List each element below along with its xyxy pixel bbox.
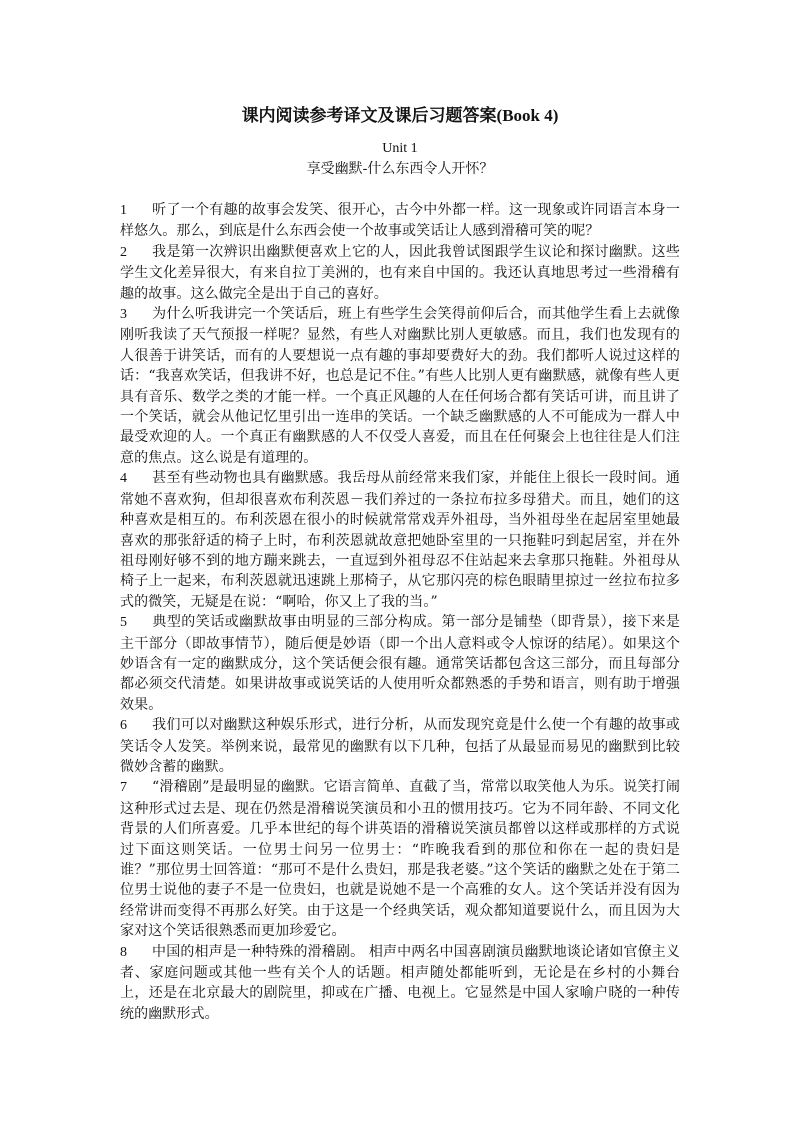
document-title: 课内阅读参考译文及课后习题答案(Book 4) [241,106,559,125]
paragraph-text: 典型的笑话或幽默故事由明显的三部分构成。第一部分是铺垫（即背景），接下来是主干部分（即故事情节），随后便是妙语（即一个出人意料或令人惊讶的结尾）。如果这个妙语含有一定的幽默成分，这个笑话便会很有趣。通常笑话都包含这三部分，而且每部分都必须交代清楚。如果讲故事或说笑话的人使用听众都熟悉的手势和语言，则有助于增强效果。 [120,614,680,713]
paragraph [120,242,680,304]
body-text [120,200,680,1024]
document-page [120,104,680,1024]
unit-label: Unit 1 [382,141,418,156]
paragraph-text: 我们可以对幽默这种娱乐形式，进行分析，从而发现究竟是什么使一个有趣的故事或笑话令人发笑。举例来说，最常见的幽默有以下几种，包括了从最显而易见的幽默到比较微妙含蓄的幽默。 [120,717,680,775]
paragraph [120,200,680,242]
paragraph-number: 3 [120,307,128,323]
paragraph-text: 中国的相声是一种特殊的滑稽剧。 相声中两名中国喜剧演员幽默地谈论诸如官僚主义者、家庭问题或其他一些有关个人的话题。相声随处都能听到，无论是在乡村的小舞台上，还是在北京最大的剧院里，抑或在广播、电视上。它显然是中国人家喻户晓的一种传统的幽默形式。 [120,943,680,1022]
paragraph-number: 7 [120,780,128,796]
paragraph-number: 2 [120,244,128,260]
paragraph-number: 1 [120,203,128,218]
paragraph-number: 8 [120,944,128,960]
paragraph [120,942,680,1025]
chapter-subtitle: 享受幽默-什么东西令人开怀？ [306,161,494,177]
paragraph-number: 4 [120,471,128,487]
paragraph [120,777,680,941]
paragraph-text: 为什么听我讲完一个笑话后，班上有些学生会笑得前仰后合，而其他学生看上去就像刚听我读了天气预报一样呢？显然，有些人对幽默比别人更敏感。而且，我们也发现有的人很善于讲笑话，而有的人要想说一点有趣的事却要费好大的劲。我们都听人说过这样的话：“我喜欢笑话，但我讲不好，也总是记不住。”有些人比别人更有幽默感，就像有些人更具有音乐、数学之类的才能一样。一个真正风趣的人在任何场合都有笑话可讲，而且讲了一个笑话，就会从他记忆里引出一连串的笑话。一个缺乏幽默感的人不可能成为一群人中最受欢迎的人。一个真正有幽默感的人不仅受人喜爱，而且在任何聚会上也往往是人们注意的焦点。这么说是有道理的。 [120,306,680,466]
paragraph [120,715,680,777]
paragraph-number: 5 [120,615,128,631]
paragraph-text: 我是第一次辨识出幽默便喜欢上它的人，因此我曾试图跟学生议论和探讨幽默。这些学生文化差异很大，有来自拉丁美洲的，也有来自中国的。我还认真地思考过一些滑稽有趣的故事。这么做完全是出于自己的喜好。 [120,243,680,302]
paragraph [120,612,680,715]
paragraph [120,304,680,468]
paragraph-number: 6 [120,718,128,734]
paragraph-text: 听了一个有趣的故事会发笑、很开心，古今中外都一样。这一现象或许同语言本身一样悠久。那么，到底是什么东西会使一个故事或笑话让人感到滑稽可笑的呢？ [120,202,680,240]
paragraph-text: “滑稽剧”是最明显的幽默。它语言简单、直截了当，常常以取笑他人为乐。说笑打闹这种形式过去是、现在仍然是滑稽说笑演员和小丑的惯用技巧。它为不同年龄、不同文化背景的人们所喜爱。几乎本世纪的每个讲英语的滑稽说笑演员都曾以这样或那样的方式说过下面这则笑话。一位男士问另一位男士：“昨晚我看到的那位和你在一起的贵妇是谁？”那位男士回答道：“那可不是什么贵妇，那是我老婆。”这个笑话的幽默之处在于第二位男士说他的妻子不是一位贵妇，也就是说她不是一个高雅的女人。这个笑话并没有因为经常讲而变得不再那么好笑。由于这是一个经典笑话，观众都知道要说什么，而且因为大家对这个笑话很熟悉而更加珍爱它。 [120,779,680,940]
paragraph [120,468,680,612]
paragraph-text: 甚至有些动物也具有幽默感。我岳母从前经常来我们家，并能住上很长一段时间。通常她不喜欢狗，但却很喜欢布利茨恩－我们养过的一条拉布拉多母猎犬。而且，她们的这种喜欢是相互的。布利茨恩在很小的时候就常常戏弄外祖母，当外祖母坐在起居室里她最喜欢的那张舒适的椅子上时，布利茨恩就故意把她卧室里的一只拖鞋叼到起居室，并在外祖母刚好够不到的地方蹦来跳去，一直逗到外祖母忍不住站起来去拿那只拖鞋。外祖母从椅子上一起来，布利茨恩就迅速跳上那椅子，从它那闪亮的棕色眼睛里掠过一丝拉布拉多式的微笑，无疑是在说：“啊哈，你又上了我的当。” [120,470,680,610]
